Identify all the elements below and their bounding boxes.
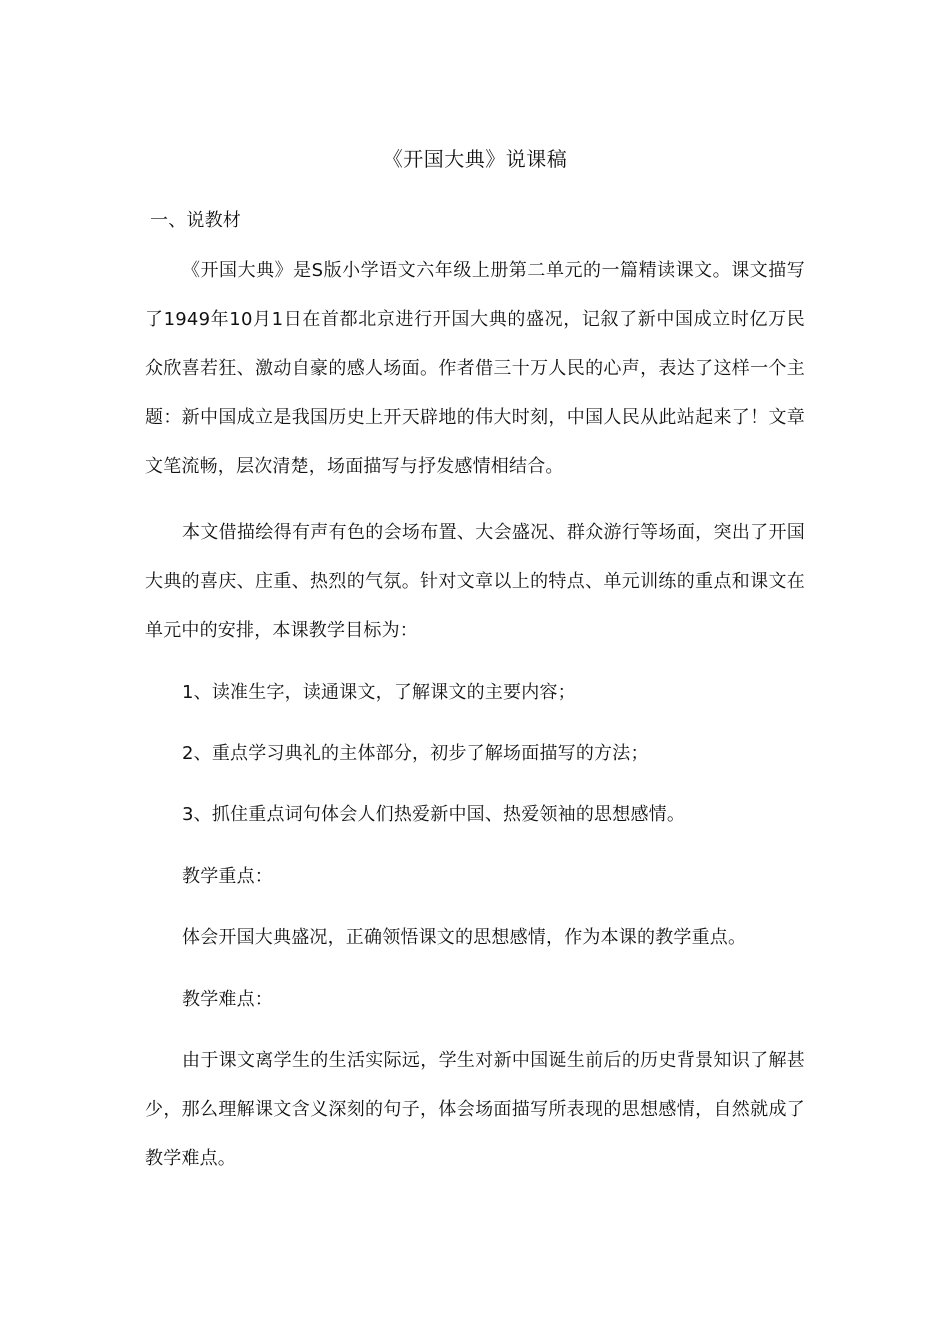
document-title: 《开国大典》说课稿: [382, 147, 568, 171]
goal-item-3: 3、抓住重点词句体会人们热爱新中国、热爱领袖的思想感情。: [182, 804, 686, 825]
paragraph-intro: 《开国大典》是S版小学语文六年级上册第二单元的一篇精读课文。课文描写了1949年10月1日在首都北京进行开国大典的盛况，记叙了新中国成立时亿万民众欣喜若狂、激动自豪的感人场面。作者借三十万人民的心声，表达了这样一个主题：新中国成立是我国历史上开天辟地的伟大时刻，中国人民从此站起来了！文章文笔流畅，层次清楚，场面描写与抒发感情相结合。: [145, 260, 805, 477]
goal-item-2: 2、重点学习典礼的主体部分，初步了解场面描写的方法；: [182, 743, 649, 764]
paragraph-goals-intro: 本文借描绘得有声有色的会场布置、大会盛况、群众游行等场面，突出了开国大典的喜庆、庄重、热烈的气氛。针对文章以上的特点、单元训练的重点和课文在单元中的安排，本课教学目标为：: [145, 522, 805, 641]
difficulty-label: 教学难点：: [182, 989, 273, 1010]
section-heading: 一、说教材: [150, 210, 241, 231]
difficulty-text: 由于课文离学生的生活实际远，学生对新中国诞生前后的历史背景知识了解甚少，那么理解课文含义深刻的句子，体会场面描写所表现的思想感情，自然就成了教学难点。: [145, 1050, 805, 1169]
key-point-text: 体会开国大典盛况，正确领悟课文的思想感情，作为本课的教学重点。: [182, 927, 747, 948]
key-point-label: 教学重点：: [182, 866, 273, 887]
goal-item-1: 1、读准生字，读通课文，了解课文的主要内容；: [182, 682, 576, 703]
